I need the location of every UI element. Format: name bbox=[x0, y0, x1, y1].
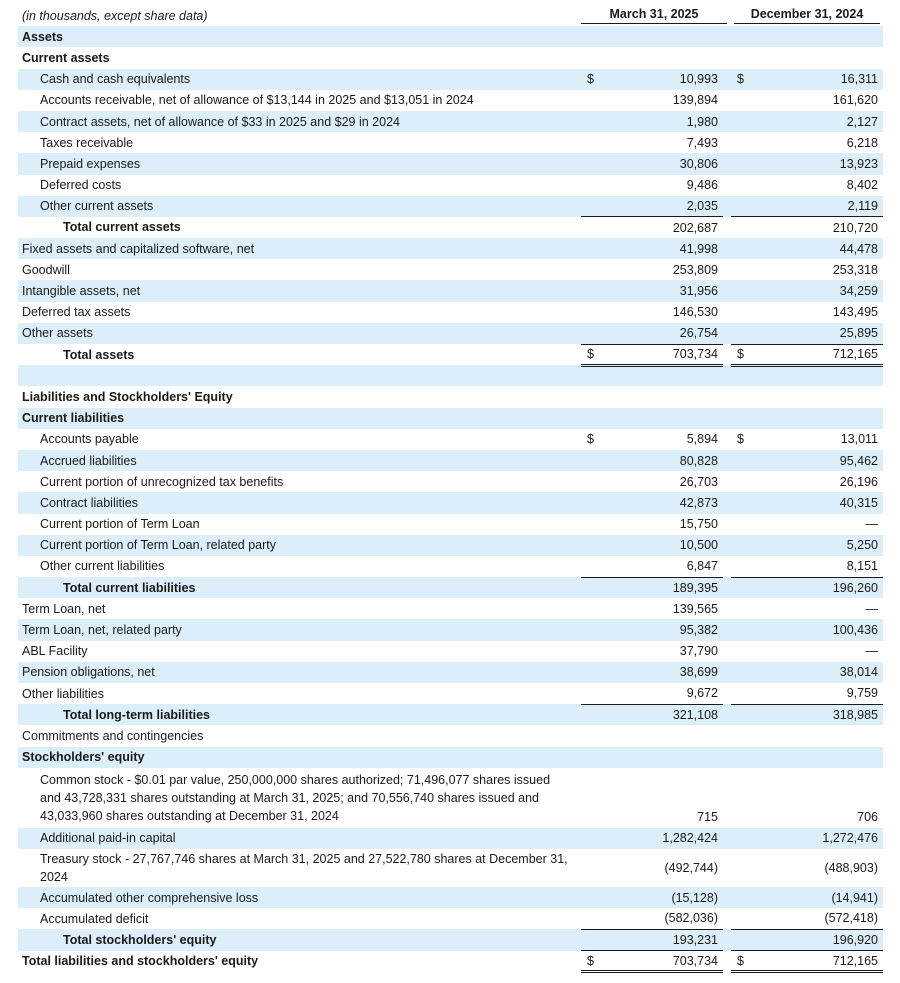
value-december-2024: 40,315 bbox=[753, 492, 883, 513]
currency-symbol bbox=[731, 196, 753, 217]
currency-symbol bbox=[581, 535, 603, 556]
value-december-2024 bbox=[753, 386, 883, 407]
currency-symbol bbox=[581, 662, 603, 683]
currency-symbol bbox=[581, 217, 603, 238]
table-row bbox=[18, 768, 883, 828]
value-december-2024: (488,903) bbox=[824, 860, 878, 875]
value-march-2025: (582,036) bbox=[603, 908, 723, 929]
currency-symbol bbox=[581, 908, 603, 929]
row-label: Total long-term liabilities bbox=[18, 704, 569, 725]
value-march-2025: 202,687 bbox=[672, 220, 718, 235]
value-december-2024: 706 bbox=[857, 809, 878, 824]
table-row bbox=[18, 747, 883, 768]
currency-symbol bbox=[731, 111, 753, 132]
table-row bbox=[18, 849, 883, 887]
value-march-2025: 9,672 bbox=[603, 683, 723, 704]
value-december-2024: 6,218 bbox=[846, 135, 878, 150]
currency-symbol bbox=[581, 929, 603, 950]
currency-symbol bbox=[731, 828, 753, 849]
table-row bbox=[18, 175, 883, 196]
value-march-2025 bbox=[603, 408, 723, 429]
row-label: Liabilities and Stockholders' Equity bbox=[22, 389, 233, 404]
currency-symbol bbox=[731, 556, 753, 577]
currency-symbol bbox=[731, 153, 753, 174]
value-december-2024: 13,011 bbox=[840, 432, 878, 447]
table-row bbox=[18, 429, 883, 450]
value-march-2025: 10,993 bbox=[603, 69, 723, 90]
value-march-2025: 193,231 bbox=[603, 929, 723, 950]
currency-symbol bbox=[581, 259, 603, 280]
row-label: Total current liabilities bbox=[18, 577, 569, 598]
table-row bbox=[18, 662, 883, 683]
row-label: Total assets bbox=[63, 347, 135, 362]
value-march-2025: 703,734 bbox=[603, 951, 723, 972]
row-label: Deferred tax assets bbox=[22, 305, 131, 320]
currency-symbol bbox=[731, 849, 753, 887]
row-label: Current portion of unrecognized tax benefits bbox=[40, 474, 284, 489]
currency-symbol bbox=[731, 929, 753, 950]
currency-symbol bbox=[581, 90, 603, 111]
row-label: Contract assets, net of allowance of $33 in 2025 and $29 in 2024 bbox=[18, 111, 569, 132]
currency-symbol bbox=[731, 577, 753, 598]
currency-symbol bbox=[581, 598, 603, 619]
currency-symbol: $ bbox=[731, 69, 753, 90]
currency-symbol bbox=[581, 577, 603, 598]
value-december-2024: 161,620 bbox=[832, 93, 878, 108]
row-label: Goodwill bbox=[22, 262, 70, 277]
value-december-2024: 1,272,476 bbox=[753, 828, 883, 849]
currency-symbol bbox=[731, 887, 753, 908]
table-row bbox=[18, 683, 883, 704]
table-row bbox=[18, 386, 883, 407]
currency-symbol bbox=[581, 111, 603, 132]
value-december-2024: 196,260 bbox=[753, 577, 883, 598]
currency-symbol bbox=[731, 535, 753, 556]
value-march-2025: 80,828 bbox=[603, 450, 723, 471]
table-body bbox=[18, 26, 883, 972]
row-label: Assets bbox=[18, 26, 569, 47]
value-december-2024: (572,418) bbox=[753, 908, 883, 929]
currency-symbol bbox=[581, 768, 603, 828]
value-march-2025: 26,703 bbox=[679, 474, 718, 489]
value-march-2025 bbox=[603, 386, 723, 407]
value-march-2025 bbox=[603, 725, 723, 746]
table-row bbox=[18, 217, 883, 238]
table-row bbox=[18, 280, 883, 301]
row-label: Intangible assets, net bbox=[18, 280, 569, 301]
value-december-2024: 253,318 bbox=[832, 262, 878, 277]
value-december-2024 bbox=[753, 408, 883, 429]
value-december-2024: 5,250 bbox=[753, 535, 883, 556]
column-header-december-2024: December 31, 2024 bbox=[734, 7, 880, 24]
row-label: Current liabilities bbox=[18, 408, 569, 429]
table-row bbox=[18, 238, 883, 259]
table-row bbox=[18, 302, 883, 323]
currency-symbol bbox=[581, 471, 603, 492]
value-december-2024: 2,119 bbox=[753, 196, 883, 217]
currency-symbol bbox=[731, 492, 753, 513]
value-december-2024 bbox=[753, 26, 883, 47]
table-row bbox=[18, 323, 883, 344]
table-row bbox=[18, 641, 883, 662]
currency-symbol bbox=[581, 492, 603, 513]
value-march-2025: 9,486 bbox=[686, 178, 718, 193]
row-label: Prepaid expenses bbox=[18, 153, 569, 174]
value-december-2024: 95,462 bbox=[753, 450, 883, 471]
value-march-2025: 1,282,424 bbox=[603, 828, 723, 849]
currency-symbol bbox=[731, 365, 753, 386]
table-row bbox=[18, 577, 883, 598]
table-row bbox=[18, 951, 883, 972]
currency-symbol bbox=[731, 259, 753, 280]
currency-symbol bbox=[731, 323, 753, 344]
currency-symbol bbox=[731, 450, 753, 471]
currency-symbol bbox=[731, 768, 753, 828]
row-label: Current assets bbox=[22, 50, 110, 65]
row-label: Accrued liabilities bbox=[18, 450, 569, 471]
row-label: Commitments and contingencies bbox=[22, 728, 204, 743]
row-label: Additional paid-in capital bbox=[18, 828, 569, 849]
value-march-2025 bbox=[603, 26, 723, 47]
value-december-2024: 196,920 bbox=[753, 929, 883, 950]
currency-symbol bbox=[581, 619, 603, 640]
value-march-2025: 139,565 bbox=[672, 601, 718, 616]
row-label: Term Loan, net bbox=[22, 601, 106, 616]
table-row bbox=[18, 196, 883, 217]
table-row bbox=[18, 725, 883, 746]
value-december-2024: 712,165 bbox=[753, 344, 883, 365]
currency-symbol bbox=[581, 280, 603, 301]
currency-symbol bbox=[731, 747, 753, 768]
currency-symbol: $ bbox=[737, 432, 744, 447]
table-row bbox=[18, 259, 883, 280]
table-row bbox=[18, 514, 883, 535]
table-row bbox=[18, 828, 883, 849]
table-row bbox=[18, 704, 883, 725]
row-label: Accounts receivable, net of allowance of $13,144 in 2025 and $13,051 in 2024 bbox=[40, 93, 474, 108]
currency-symbol bbox=[731, 280, 753, 301]
currency-symbol: $ bbox=[581, 69, 603, 90]
value-december-2024: 318,985 bbox=[753, 704, 883, 725]
currency-symbol bbox=[731, 641, 753, 662]
table-row bbox=[18, 90, 883, 111]
currency-symbol bbox=[581, 828, 603, 849]
value-march-2025: 37,790 bbox=[679, 644, 718, 659]
value-december-2024: 8,151 bbox=[753, 556, 883, 577]
value-december-2024: 38,014 bbox=[753, 662, 883, 683]
table-row bbox=[18, 556, 883, 577]
currency-symbol bbox=[731, 598, 753, 619]
table-row bbox=[18, 492, 883, 513]
row-label: Current portion of Term Loan, related party bbox=[18, 535, 569, 556]
currency-symbol bbox=[731, 132, 753, 153]
table-row bbox=[18, 47, 883, 68]
value-december-2024: 712,165 bbox=[753, 951, 883, 972]
currency-symbol bbox=[731, 683, 753, 704]
row-label: Fixed assets and capitalized software, net bbox=[18, 238, 569, 259]
row-label: Contract liabilities bbox=[18, 492, 569, 513]
currency-symbol bbox=[731, 175, 753, 196]
value-march-2025: 42,873 bbox=[603, 492, 723, 513]
table-row bbox=[18, 132, 883, 153]
value-december-2024: — bbox=[865, 517, 878, 532]
currency-symbol bbox=[731, 90, 753, 111]
row-label: Other current liabilities bbox=[40, 559, 165, 574]
value-march-2025: 715 bbox=[697, 809, 718, 824]
currency-symbol bbox=[731, 47, 753, 68]
currency-symbol bbox=[581, 47, 603, 68]
value-march-2025: 31,956 bbox=[603, 280, 723, 301]
value-december-2024 bbox=[753, 747, 883, 768]
value-march-2025: 7,493 bbox=[686, 135, 718, 150]
currency-symbol bbox=[731, 619, 753, 640]
table-row bbox=[18, 471, 883, 492]
value-march-2025 bbox=[603, 47, 723, 68]
row-label: Other liabilities bbox=[22, 686, 104, 701]
currency-symbol bbox=[731, 662, 753, 683]
table-row bbox=[18, 408, 883, 429]
value-december-2024 bbox=[753, 365, 883, 386]
currency-symbol bbox=[581, 514, 603, 535]
currency-symbol bbox=[581, 365, 603, 386]
currency-symbol: $ bbox=[581, 344, 603, 365]
table-row bbox=[18, 111, 883, 132]
currency-symbol: $ bbox=[587, 432, 594, 447]
currency-symbol bbox=[581, 386, 603, 407]
currency-symbol bbox=[731, 471, 753, 492]
table-row bbox=[18, 598, 883, 619]
currency-symbol bbox=[731, 704, 753, 725]
currency-symbol: $ bbox=[731, 344, 753, 365]
row-label: Treasury stock - 27,767,746 shares at March 31, 2025 and 27,522,780 shares at December 31, 2024 bbox=[40, 851, 568, 884]
value-december-2024: (14,941) bbox=[753, 887, 883, 908]
value-march-2025: 146,530 bbox=[672, 305, 718, 320]
currency-symbol bbox=[581, 196, 603, 217]
table-row bbox=[18, 929, 883, 950]
column-header-march-2025: March 31, 2025 bbox=[581, 7, 727, 24]
currency-symbol bbox=[731, 408, 753, 429]
row-label: Other assets bbox=[18, 323, 569, 344]
currency-symbol bbox=[581, 323, 603, 344]
row-label: Other current assets bbox=[18, 196, 569, 217]
balance-sheet-table bbox=[18, 5, 883, 973]
table-row bbox=[18, 908, 883, 929]
currency-symbol bbox=[581, 302, 603, 323]
currency-symbol bbox=[581, 408, 603, 429]
table-row bbox=[18, 365, 883, 386]
value-march-2025: 41,998 bbox=[603, 238, 723, 259]
value-december-2024: 44,478 bbox=[753, 238, 883, 259]
value-december-2024: 9,759 bbox=[753, 683, 883, 704]
value-december-2024: 210,720 bbox=[832, 220, 878, 235]
row-label: Accounts payable bbox=[40, 432, 139, 447]
currency-symbol bbox=[731, 302, 753, 323]
currency-symbol bbox=[581, 725, 603, 746]
table-row bbox=[18, 26, 883, 47]
currency-symbol: $ bbox=[731, 951, 753, 972]
value-march-2025: 321,108 bbox=[603, 704, 723, 725]
value-march-2025: 139,894 bbox=[672, 93, 718, 108]
value-december-2024: 2,127 bbox=[753, 111, 883, 132]
value-march-2025: 15,750 bbox=[679, 517, 718, 532]
value-march-2025 bbox=[603, 365, 723, 386]
currency-symbol bbox=[581, 704, 603, 725]
value-march-2025: 5,894 bbox=[686, 432, 718, 447]
table-row bbox=[18, 344, 883, 365]
table-row bbox=[18, 450, 883, 471]
row-label: Pension obligations, net bbox=[18, 662, 569, 683]
currency-symbol bbox=[581, 153, 603, 174]
row-label bbox=[18, 365, 569, 386]
value-december-2024: 143,495 bbox=[832, 305, 878, 320]
table-row bbox=[18, 619, 883, 640]
value-march-2025: 95,382 bbox=[603, 619, 723, 640]
value-march-2025: 10,500 bbox=[603, 535, 723, 556]
value-march-2025: 30,806 bbox=[603, 153, 723, 174]
table-row bbox=[18, 535, 883, 556]
currency-symbol bbox=[581, 641, 603, 662]
table-row bbox=[18, 69, 883, 90]
table-row bbox=[18, 887, 883, 908]
value-march-2025: 2,035 bbox=[603, 196, 723, 217]
row-label: Deferred costs bbox=[40, 178, 122, 193]
value-december-2024: 34,259 bbox=[753, 280, 883, 301]
currency-symbol bbox=[731, 725, 753, 746]
row-label: Total liabilities and stockholders' equity bbox=[22, 954, 259, 969]
currency-symbol bbox=[581, 132, 603, 153]
currency-symbol bbox=[731, 217, 753, 238]
currency-symbol bbox=[731, 908, 753, 929]
value-march-2025 bbox=[603, 747, 723, 768]
value-december-2024: 25,895 bbox=[753, 323, 883, 344]
table-row bbox=[18, 153, 883, 174]
value-march-2025: 253,809 bbox=[672, 262, 718, 277]
value-december-2024: 13,923 bbox=[753, 153, 883, 174]
currency-symbol bbox=[581, 175, 603, 196]
row-label: Taxes receivable bbox=[40, 135, 134, 150]
value-march-2025: 26,754 bbox=[603, 323, 723, 344]
value-december-2024: 100,436 bbox=[753, 619, 883, 640]
row-label: Term Loan, net, related party bbox=[18, 619, 569, 640]
row-label: Common stock - $0.01 par value, 250,000,000 shares authorized; 71,496,077 shares issued and 43,728,331 shares outstanding at March 31, 2025; and 70,556,740 shares issued and 43,033,960 shares outstanding at December 31, 2024 bbox=[40, 772, 551, 823]
currency-symbol bbox=[581, 747, 603, 768]
currency-symbol bbox=[581, 450, 603, 471]
currency-symbol bbox=[581, 887, 603, 908]
value-march-2025: 6,847 bbox=[603, 556, 723, 577]
value-march-2025: (492,744) bbox=[664, 860, 718, 875]
value-march-2025: 1,980 bbox=[603, 111, 723, 132]
currency-symbol bbox=[581, 556, 603, 577]
value-december-2024 bbox=[753, 725, 883, 746]
currency-symbol bbox=[731, 238, 753, 259]
currency-symbol bbox=[731, 26, 753, 47]
row-label: Total stockholders' equity bbox=[18, 929, 569, 950]
value-march-2025: (15,128) bbox=[603, 887, 723, 908]
currency-symbol bbox=[581, 683, 603, 704]
row-label: Accumulated other comprehensive loss bbox=[18, 887, 569, 908]
value-december-2024 bbox=[753, 47, 883, 68]
row-label: Total current assets bbox=[63, 220, 181, 235]
value-december-2024: — bbox=[865, 601, 878, 616]
row-label: Accumulated deficit bbox=[40, 911, 149, 926]
value-december-2024: 16,311 bbox=[753, 69, 883, 90]
value-march-2025: 189,395 bbox=[603, 577, 723, 598]
header-row bbox=[18, 5, 883, 26]
currency-symbol bbox=[581, 849, 603, 887]
value-december-2024: 26,196 bbox=[839, 474, 878, 489]
currency-symbol bbox=[731, 386, 753, 407]
value-march-2025: 703,734 bbox=[603, 344, 723, 365]
row-label: Current portion of Term Loan bbox=[40, 517, 200, 532]
currency-symbol bbox=[581, 238, 603, 259]
row-label: ABL Facility bbox=[22, 644, 88, 659]
value-march-2025: 38,699 bbox=[603, 662, 723, 683]
row-label: Stockholders' equity bbox=[18, 747, 569, 768]
value-december-2024: 8,402 bbox=[846, 178, 878, 193]
units-note: (in thousands, except share data) bbox=[22, 8, 208, 23]
currency-symbol: $ bbox=[581, 951, 603, 972]
row-label: Cash and cash equivalents bbox=[18, 69, 569, 90]
value-december-2024: — bbox=[865, 644, 878, 659]
currency-symbol bbox=[581, 26, 603, 47]
currency-symbol bbox=[731, 514, 753, 535]
